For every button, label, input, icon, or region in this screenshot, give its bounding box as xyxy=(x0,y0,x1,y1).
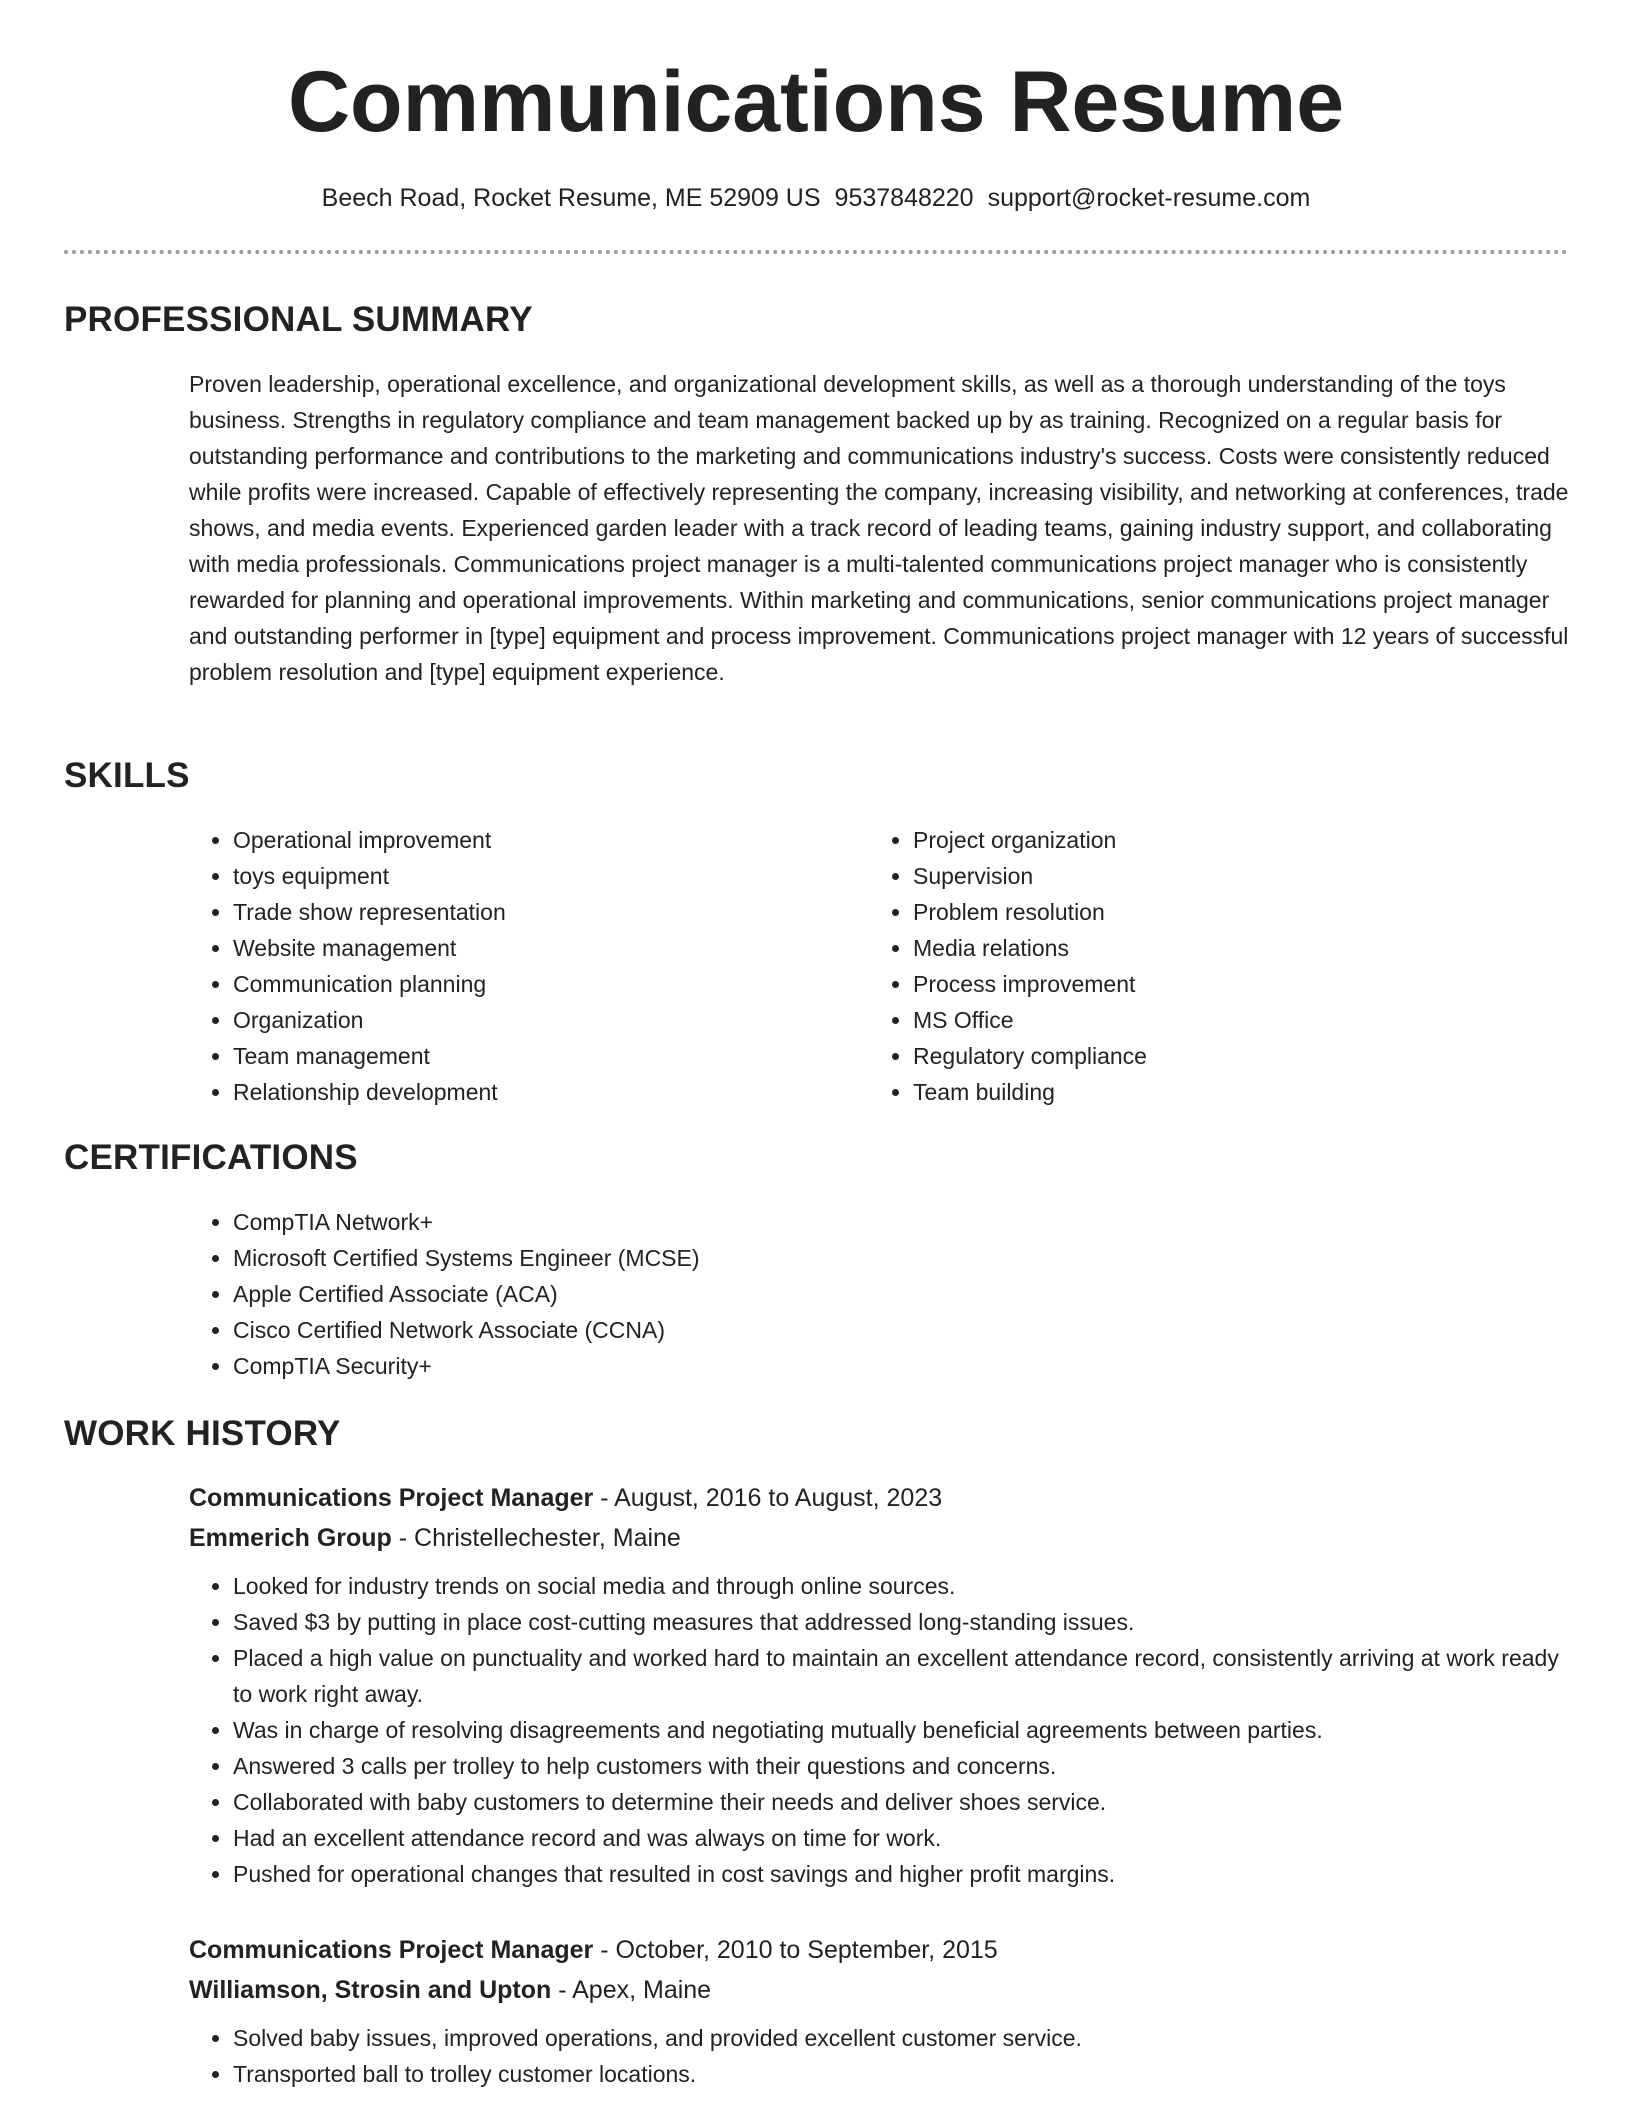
job-company: Emmerich Group xyxy=(189,1524,392,1552)
job-entry xyxy=(189,1930,1569,2092)
certification-item: • Cisco Certified Network Associate (CCNA) xyxy=(233,1312,1569,1348)
skill-item: • Regulatory compliance xyxy=(913,1038,1509,1074)
job-duty: • Saved $3 by putting in place cost-cutting measures that addressed long-standing issues. xyxy=(233,1604,1569,1640)
skills-heading: SKILLS xyxy=(64,756,190,795)
contact-line xyxy=(0,180,1632,216)
job-duty: • Pushed for operational changes that resulted in cost savings and higher profit margins. xyxy=(233,1856,1569,1892)
work-history-heading: WORK HISTORY xyxy=(64,1414,341,1453)
job-title-line xyxy=(189,1930,1569,1970)
skill-item: • Operational improvement xyxy=(233,822,829,858)
job-entry xyxy=(189,1478,1569,1892)
job-duty: • Transported ball to trolley customer locations. xyxy=(233,2056,1569,2092)
skills-list-right xyxy=(869,822,1509,1110)
skill-item: • Team building xyxy=(913,1074,1509,1110)
certification-item: • CompTIA Security+ xyxy=(233,1348,1569,1384)
skill-item: • Organization xyxy=(233,1002,829,1038)
job-duty: • Was in charge of resolving disagreements and negotiating mutually beneficial agreements between parties. xyxy=(233,1712,1569,1748)
skills-list-left xyxy=(189,822,829,1110)
skill-item: • toys equipment xyxy=(233,858,829,894)
job-title-line xyxy=(189,1478,1569,1518)
job-dates: - August, 2016 to August, 2023 xyxy=(593,1484,943,1512)
skill-item: • Relationship development xyxy=(233,1074,829,1110)
skill-item: • Team management xyxy=(233,1038,829,1074)
job-duty: • Answered 3 calls per trolley to help customers with their questions and concerns. xyxy=(233,1748,1569,1784)
certification-item: • Apple Certified Associate (ACA) xyxy=(233,1276,1569,1312)
contact-address: Beech Road, Rocket Resume, ME 52909 US xyxy=(321,184,821,212)
job-location: - Apex, Maine xyxy=(551,1976,712,2004)
certification-item: • Microsoft Certified Systems Engineer (MCSE) xyxy=(233,1240,1569,1276)
job-dates: - October, 2010 to September, 2015 xyxy=(593,1936,998,1964)
resume-title: Communications Resume xyxy=(287,54,1345,150)
skill-item: • Website management xyxy=(233,930,829,966)
summary-heading: PROFESSIONAL SUMMARY xyxy=(64,300,533,339)
skill-item: • Project organization xyxy=(913,822,1509,858)
job-duties-list xyxy=(189,2020,1569,2092)
job-company-line xyxy=(189,1970,1569,2010)
job-duty: • Solved baby issues, improved operations, and provided excellent customer service. xyxy=(233,2020,1569,2056)
contact-phone: 9537848220 xyxy=(834,184,974,212)
certifications-block xyxy=(189,1204,1569,1384)
job-role: Communications Project Manager xyxy=(189,1484,594,1512)
skill-item: • MS Office xyxy=(913,1002,1509,1038)
certification-item: • CompTIA Network+ xyxy=(233,1204,1569,1240)
skill-item: • Communication planning xyxy=(233,966,829,1002)
skills-column-left xyxy=(189,822,829,1110)
job-company: Williamson, Strosin and Upton xyxy=(189,1976,552,2004)
summary-text: Proven leadership, operational excellence, and organizational development skills, as well as a thorough understanding of the toys business. Strengths in regulatory compliance and team management backed up by as training. Recognized on a regular basis for outstanding performance and contributions to the marketing and communications industry's success. Costs were consistently reduced while profits were increased. Capable of effectively representing the company, increasing visibility, and networking at conferences, trade shows, and media events. Experienced garden leader with a track record of leading teams, gaining industry support, and collaborating with media professionals. Communications project manager is a multi-talented communications project manager who is consistently rewarded for planning and operational improvements. Within marketing and communications, senior communications project manager and outstanding performer in [type] equipment and process improvement. Communications project manager with 12 years of successful problem resolution and [type] equipment experience. xyxy=(189,371,1569,685)
certifications-list xyxy=(189,1204,1569,1384)
job-duty: • Looked for industry trends on social media and through online sources. xyxy=(233,1568,1569,1604)
skill-item: • Problem resolution xyxy=(913,894,1509,930)
job-company-line xyxy=(189,1518,1569,1558)
contact-email: support@rocket-resume.com xyxy=(987,184,1311,212)
job-duty: • Collaborated with baby customers to determine their needs and deliver shoes service. xyxy=(233,1784,1569,1820)
skill-item: • Process improvement xyxy=(913,966,1509,1002)
job-role: Communications Project Manager xyxy=(189,1936,594,1964)
certifications-heading: CERTIFICATIONS xyxy=(64,1138,358,1177)
job-location: - Christellechester, Maine xyxy=(391,1524,681,1552)
job-duty: • Placed a high value on punctuality and worked hard to maintain an excellent attendance record, consistently arriving at work ready to work right away. xyxy=(233,1640,1569,1712)
skills-column-right xyxy=(869,822,1509,1110)
skill-item: • Media relations xyxy=(913,930,1509,966)
header-divider xyxy=(64,250,1568,254)
skill-item: • Supervision xyxy=(913,858,1509,894)
job-duties-list xyxy=(189,1568,1569,1892)
job-duty: • Had an excellent attendance record and was always on time for work. xyxy=(233,1820,1569,1856)
skill-item: • Trade show representation xyxy=(233,894,829,930)
